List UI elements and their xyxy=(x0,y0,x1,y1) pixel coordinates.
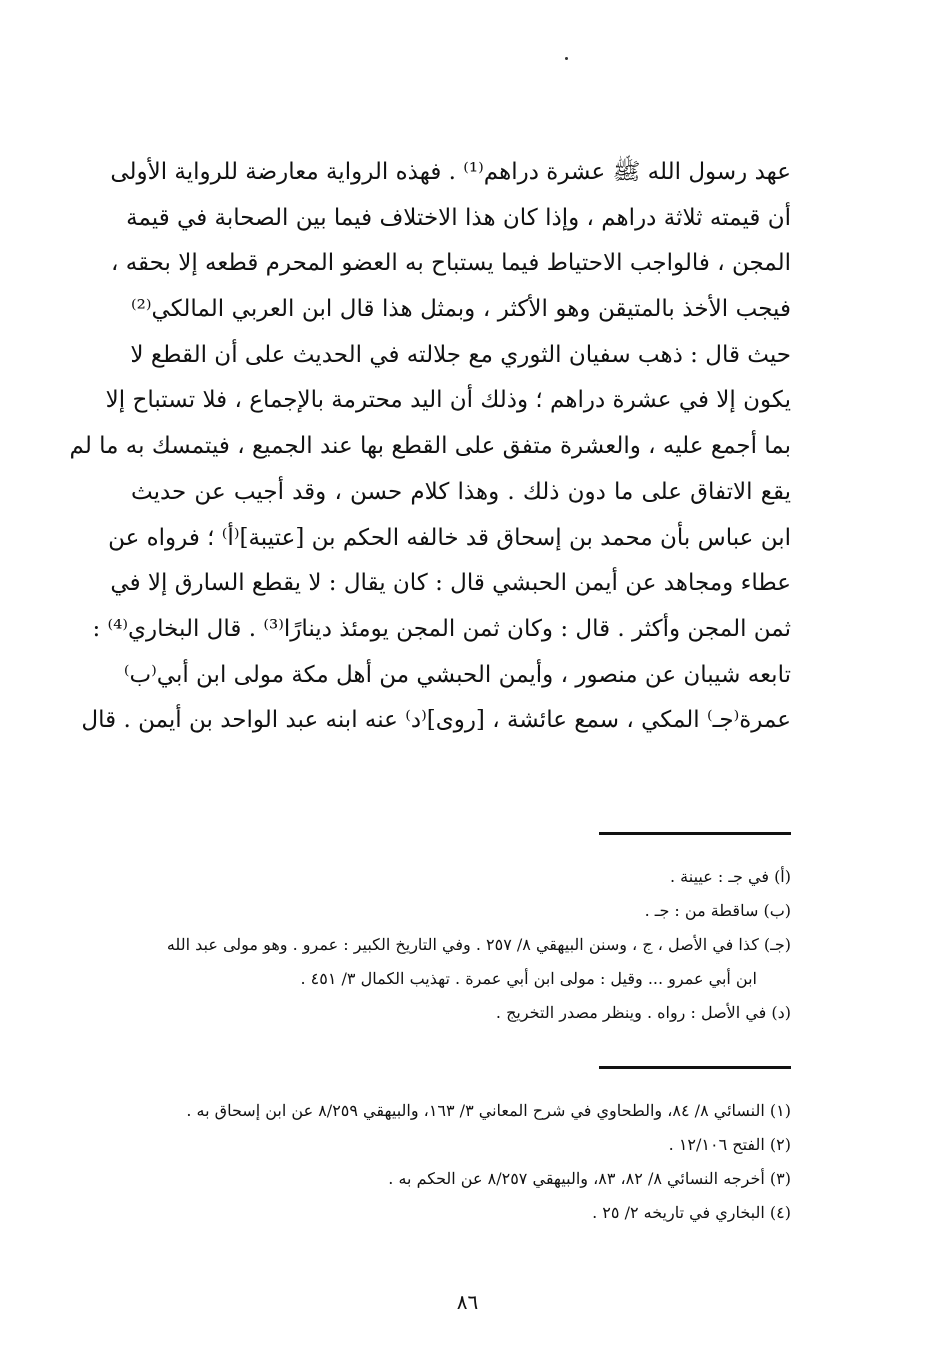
apparatus-note-continuation: ابن أبي عمرو ... وقيل : مولى ابن أبي عمرة . تهذيب الكمال ٣/ ٤٥١ . xyxy=(300,969,757,988)
main-text-line: حيث قال : ذهب سفيان الثوري مع جلالته في الحديث على أن القطع لا xyxy=(130,341,791,368)
main-text-line: عمرة⁽جـ⁾ المكي ، سمع عائشة ، [روى]⁽د⁾ عنه ابنه عبد الواحد بن أيمن . قال xyxy=(81,707,791,734)
reference-footnote: (٣) أخرجه النسائي ٨/ ٨٢، ٨٣، والبيهقي ٨/٢٥٧ عن الحكم به . xyxy=(388,1169,791,1188)
main-text-line: ابن عباس بأن محمد بن إسحاق قد خالفه الحكم بن [عتيبة]⁽أ⁾ ؛ فرواه عن xyxy=(108,524,791,551)
main-text-line: بما أجمع عليه ، والعشرة متفق على القطع بها عند الجميع ، فيتمسك به ما لم xyxy=(69,433,791,460)
main-text-block xyxy=(69,150,791,744)
reference-footnote: (٤) البخاري في تاريخه ٢/ ٢٥ . xyxy=(592,1203,791,1222)
main-text-line: يقع الاتفاق على ما دون ذلك . وهذا كلام حسن ، وقد أجيب عن حديث xyxy=(131,478,791,505)
main-text-line: عهد رسول الله ﷺ عشرة دراهم⁽¹⁾ . فهذه الرواية معارضة للرواية الأولى xyxy=(110,159,791,185)
apparatus-note: (د) في الأصل : رواه . وينظر مصدر التخريج . xyxy=(495,1003,791,1022)
main-text-line: يكون إلا في عشرة دراهم ؛ وذلك أن اليد محترمة بالإجماع ، فلا تستباح إلا xyxy=(105,387,791,414)
main-text-line: المجن ، فالواجب الاحتياط فيما يستباح به العضو المحرم قطعه إلا بحقه ، xyxy=(110,250,791,277)
main-text-line: تابعه شيبان عن منصور ، وأيمن الحبشي من أهل مكة مولى ابن أبي⁽ب⁾ xyxy=(123,661,791,688)
reference-footnotes xyxy=(131,1094,791,1230)
reference-footnote: (١) النسائي ٨/ ٨٤، والطحاوي في شرح المعاني ٣/ ١٦٣، والبيهقي ٨/٢٥٩ عن ابن إسحاق به . xyxy=(186,1101,791,1120)
apparatus-note: (ب) ساقطة من : جـ . xyxy=(644,901,791,920)
main-text-line: فيجب الأخذ بالمتيقن وهو الأكثر ، وبمثل هذا قال ابن العربي المالكي⁽²⁾ xyxy=(131,296,791,323)
footnote-separator-rule xyxy=(599,1066,791,1069)
apparatus-note: (أ) في جـ : عيينة . xyxy=(669,867,791,886)
main-text-line: ثمن المجن وأكثر . قال : وكان ثمن المجن يومئذ دينارًا⁽³⁾ . قال البخاري⁽⁴⁾ : xyxy=(92,615,791,642)
page-mark-dot xyxy=(565,57,568,60)
apparatus-separator-rule xyxy=(599,832,791,835)
apparatus-note: (جـ) كذا في الأصل ، ج ، وسنن البيهقي ٨/ ٢٥٧ . وفي التاريخ الكبير : عمرو . وهو مولى عبد الله xyxy=(166,935,791,954)
main-text-line: أن قيمته ثلاثة دراهم ، وإذا كان هذا الاختلاف فيما بين الصحابة في قيمة xyxy=(126,204,791,231)
apparatus-notes xyxy=(131,860,791,1030)
reference-footnote: (٢) الفتح ١٢/١٠٦ . xyxy=(668,1135,791,1154)
main-text-line: عطاء ومجاهد عن أيمن الحبشي قال : كان يقال : لا يقطع السارق إلا في xyxy=(110,570,791,597)
page-number: ٨٦ xyxy=(456,1290,479,1314)
